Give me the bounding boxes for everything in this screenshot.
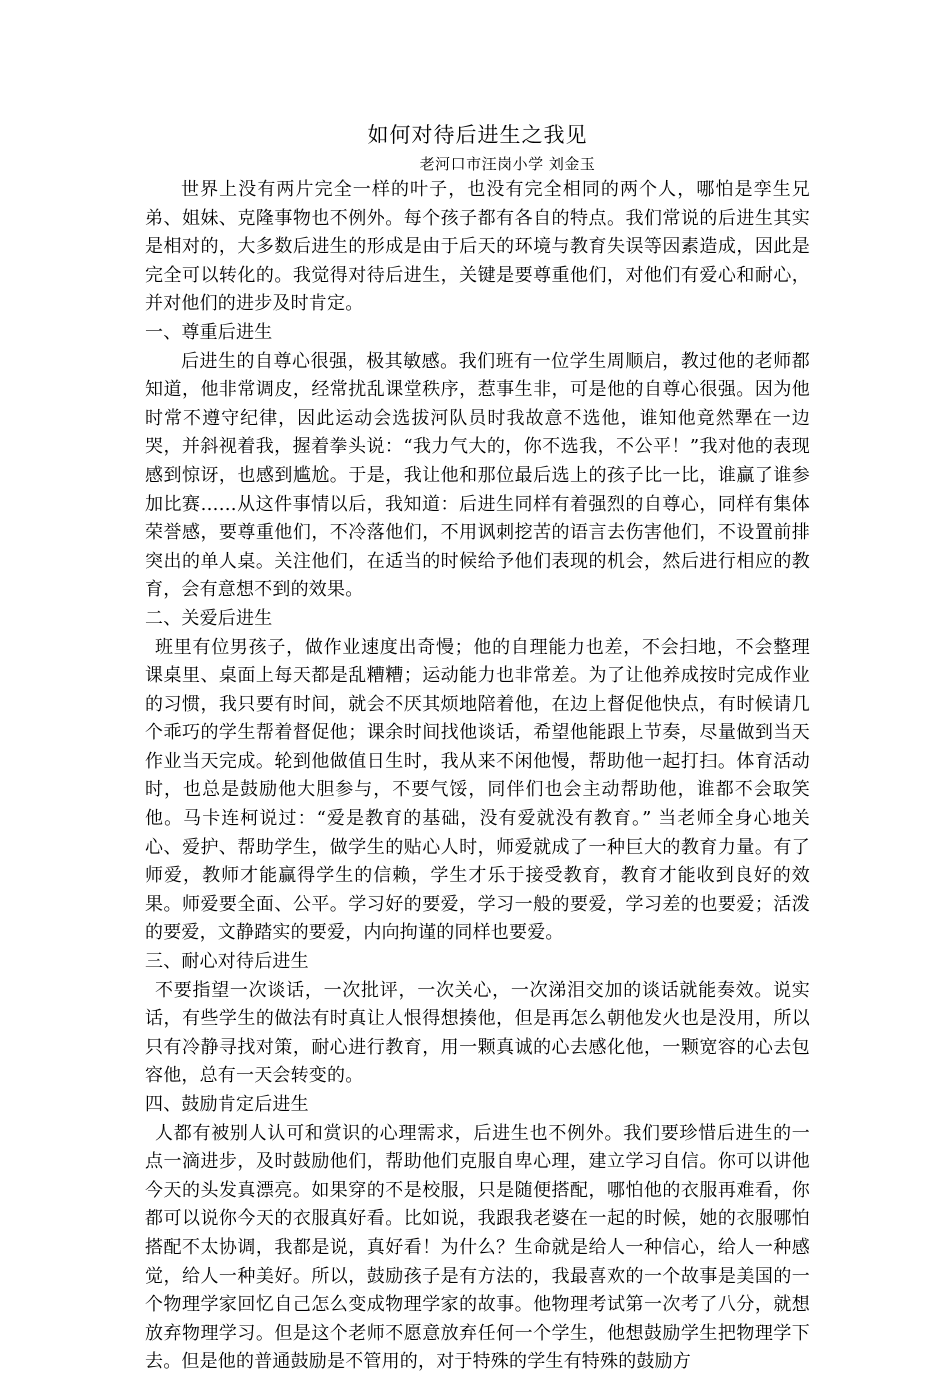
section-body-respect: 后进生的自尊心很强，极其敏感。我们班有一位学生周顺启，教过他的老师都知道，他非常调皮，经常扰乱课堂秩序，惹事生非，可是他的自尊心很强。因为他时常不遵守纪律，因此运动会选拔河队员时我故意不选他，谁知他竟然犟在一边哭，并斜视着我，握着拳头说：“我力气大的，你不选我，不公平！”我对他的表现感到惊讶，也感到尴尬。于是，我让他和那位最后选上的孩子比一比，谁赢了谁参加比赛……从这件事情以后，我知道：后进生同样有着强烈的自尊心，同样有集体荣誉感，要尊重他们，不冷落他们，不用讽刺挖苦的语言去伤害他们，不设置前排突出的单人桌。关注他们，在适当的时候给予他们表现的机会，然后进行相应的教育，会有意想不到的效果。	[145, 350, 810, 601]
section-heading-patience: 三、耐心对待后进生	[145, 951, 309, 973]
section-heading-care: 二、关爱后进生	[145, 607, 273, 629]
section-heading-respect: 一、尊重后进生	[145, 321, 273, 343]
document-title: 如何对待后进生之我见	[367, 123, 588, 147]
section-heading-encourage: 四、鼓励肯定后进生	[145, 1094, 309, 1115]
document-page	[145, 118, 810, 1377]
document-author: 老河口市汪岗小学 刘金玉	[419, 155, 596, 173]
intro-paragraph: 世界上没有两片完全一样的叶子，也没有完全相同的两个人，哪怕是孪生兄弟、姐妹、克隆事物也不例外。每个孩子都有各自的特点。我们常说的后进生其实是相对的，大多数后进生的形成是由于后天的环境与教育失误等因素造成，因此是完全可以转化的。我觉得对待后进生，关键是要尊重他们，对他们有爱心和耐心，并对他们的进步及时肯定。	[145, 179, 810, 315]
section-body-care: 班里有位男孩子，做作业速度出奇慢；他的自理能力也差，不会扫地，不会整理课桌里、桌面上每天都是乱糟糟；运动能力也非常差。为了让他养成按时完成作业的习惯，我只要有时间，就会不厌其烦地陪着他，在边上督促他快点，有时候请几个乖巧的学生帮着督促他；课余时间找他谈话，希望他能跟上节奏，尽量做到当天作业当天完成。轮到他做值日生时，我从来不闲他慢，帮助他一起打扫。体育活动时，也总是鼓励他大胆参与，不要气馁，同伴们也会主动帮助他，谁都不会取笑他。马卡连柯说过：“爱是教育的基础，没有爱就没有教育。” 当老师全身心地关心、爱护、帮助学生，做学生的贴心人时，师爱就成了一种巨大的教育力量。有了师爱，教师才能赢得学生的信赖，学生才乐于接受教育，教育才能收到良好的效果。师爱要全面、公平。学习好的要爱，学习一般的要爱，学习差的也要爱；活泼的要爱，文静踏实的要爱，内向拘谨的同样也要爱。	[145, 636, 810, 944]
section-body-encourage: 人都有被别人认可和赏识的心理需求，后进生也不例外。我们要珍惜后进生的一点一滴进步，及时鼓励他们，帮助他们克服自卑心理，建立学习自信。你可以讲他今天的头发真漂亮。如果穿的不是校服，只是随便搭配，哪怕他的衣服再难看，你都可以说你今天的衣服真好看。比如说，我跟我老婆在一起的时候，她的衣服哪怕搭配不太协调，我都是说，真好看！为什么？生命就是给人一种信心，给人一种感觉，给人一种美好。所以，鼓励孩子是有方法的，我最喜欢的一个故事是美国的一个物理学家回忆自己怎么变成物理学家的故事。他物理考试第一次考了八分，就想放弃物理学习。但是这个老师不愿意放弃任何一个学生，他想鼓励学生把物理学下去。但是他的普通鼓励是不管用的，对于特殊的学生有特殊的鼓励方	[145, 1122, 810, 1373]
section-body-patience: 不要指望一次谈话，一次批评，一次关心，一次涕泪交加的谈话就能奏效。说实话，有些学生的做法有时真让人恨得想揍他，但是再怎么朝他发火也是没用，所以只有冷静寻找对策，耐心进行教育，用一颗真诚的心去感化他，一颗宽容的心去包容他，总有一天会转变的。	[145, 979, 810, 1087]
